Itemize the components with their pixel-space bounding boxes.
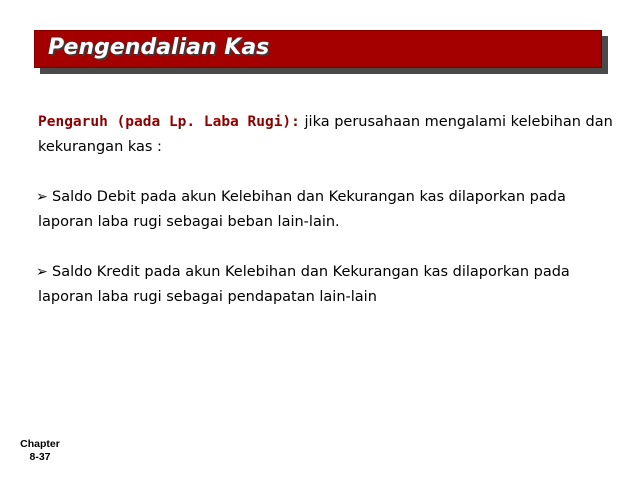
intro-paragraph [38,110,623,160]
page-number: 8-37 [29,451,51,463]
chapter-label [18,438,62,464]
slide-title: Pengendalian Kas [48,35,270,60]
slide-body [38,110,623,335]
intro-text: jika perusahaan mengalami kelebihan dan kekurangan kas : [38,114,613,155]
bullet-item-kredit [38,260,623,310]
bullet-text-kredit: Saldo Kredit pada akun Kelebihan dan Kekurangan kas dilaporkan pada laporan laba rugi sebagai pendapatan lain-lain [38,264,570,305]
arrowhead-bullet-icon: ➢ [36,264,48,280]
intro-lead: Pengaruh (pada Lp. Laba Rugi): [38,114,300,130]
chapter-word: Chapter [20,438,60,450]
arrowhead-bullet-icon: ➢ [36,189,48,205]
bullet-item-debit [38,185,623,235]
bullet-text-debit: Saldo Debit pada akun Kelebihan dan Kekurangan kas dilaporkan pada laporan laba rugi sebagai beban lain-lain. [38,189,566,230]
